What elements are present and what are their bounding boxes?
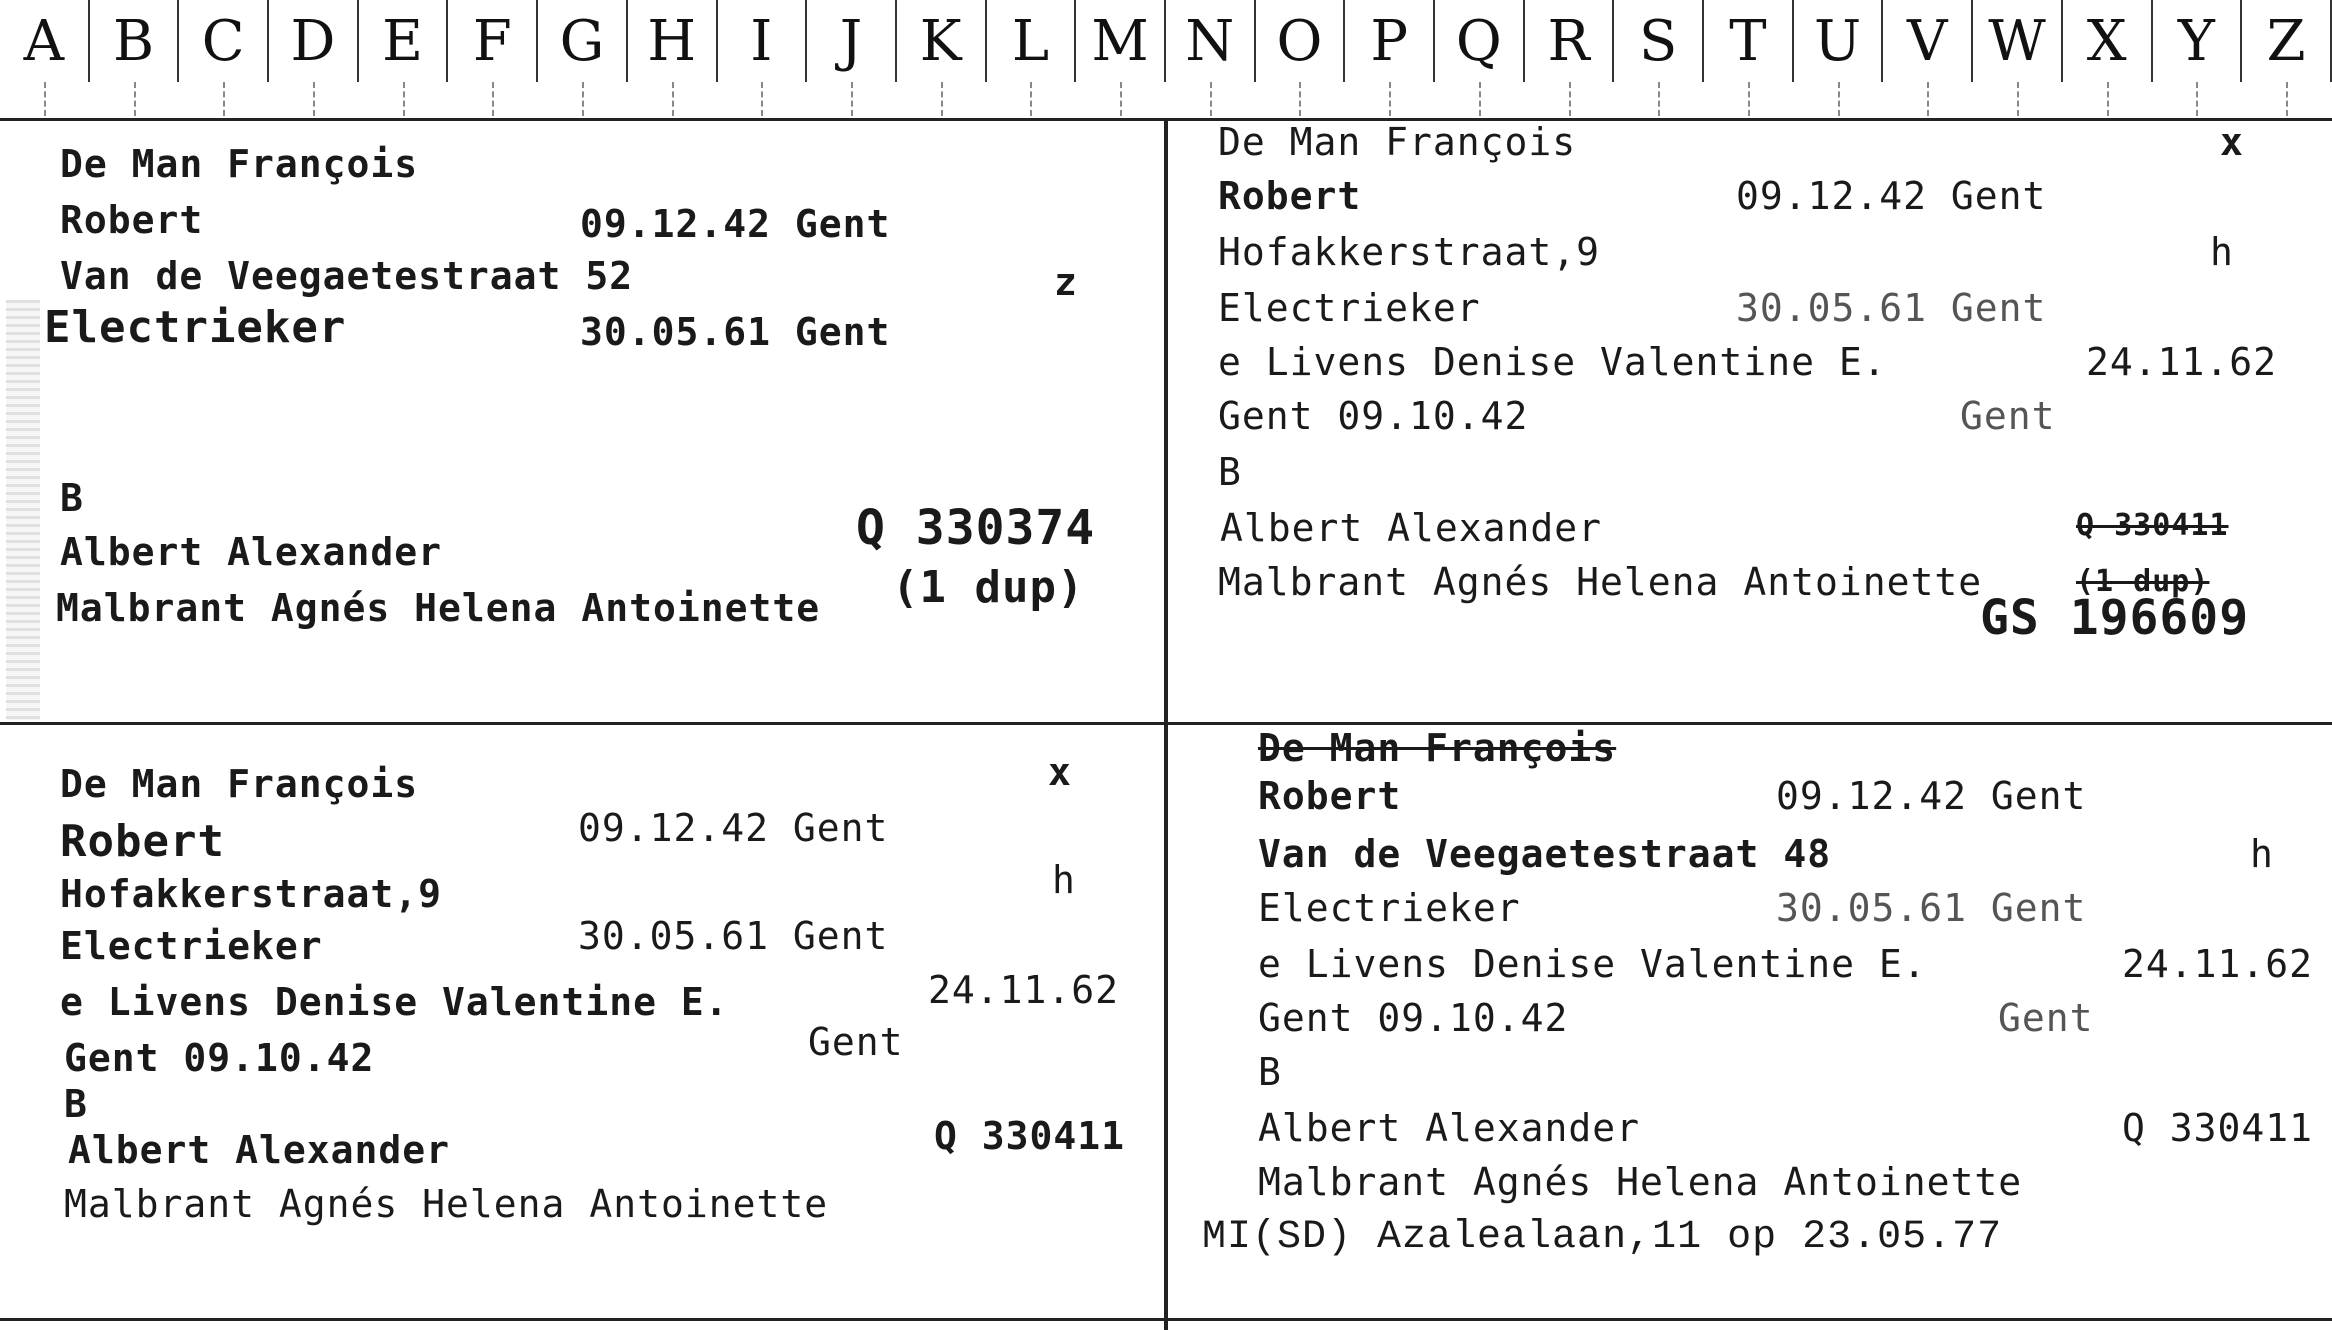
card-occupation: Electrieker	[60, 924, 323, 968]
index-letter-d: D	[269, 0, 359, 82]
index-letter-t: T	[1704, 0, 1794, 82]
index-letter-g: G	[538, 0, 628, 82]
card-mother: Malbrant Agnés Helena Antoinette	[64, 1182, 829, 1226]
card-marriage-place: Gent	[1998, 996, 2094, 1040]
card-mark: z	[1054, 260, 1078, 304]
index-letter-f: F	[448, 0, 538, 82]
card-bottom-left	[0, 726, 1164, 1316]
card-nationality: B	[60, 476, 84, 520]
card-street: Van de Veegaetestraat 48	[1258, 832, 1832, 876]
index-letter-x: X	[2063, 0, 2153, 82]
card-ref-number: Q 330411	[2122, 1106, 2314, 1150]
card-nationality: B	[1218, 450, 1242, 494]
card-spouse: e Livens Denise Valentine E.	[60, 980, 729, 1024]
card-father: Albert Alexander	[60, 530, 443, 574]
card-struck-note: (1 dup)	[2076, 564, 2210, 599]
card-spouse: e Livens Denise Valentine E.	[1258, 942, 1927, 986]
card-mark: h	[1052, 858, 1076, 902]
card-ref-number: Q 330411	[934, 1114, 1126, 1158]
card-given-name: Robert	[60, 198, 204, 242]
card-spouse-birth: Gent 09.10.42	[1218, 394, 1529, 438]
index-letter-v: V	[1883, 0, 1973, 82]
index-letter-w: W	[1973, 0, 2063, 82]
card-given-name: Robert	[60, 816, 225, 867]
card-street: Hofakkerstraat,9	[60, 872, 443, 916]
card-nationality: B	[1258, 1050, 1282, 1094]
index-letter-l: L	[987, 0, 1077, 82]
card-occupation: Electrieker	[44, 302, 347, 353]
alphabet-index-strip	[0, 0, 2332, 121]
card-marriage-date: 24.11.62	[2086, 340, 2278, 384]
card-spouse: e Livens Denise Valentine E.	[1218, 340, 1887, 384]
card-struck-ref: Q 330411	[2076, 508, 2229, 543]
card-marriage-date: 24.11.62	[928, 968, 1120, 1012]
card-mark-top: x	[2220, 120, 2244, 164]
index-letter-j: J	[807, 0, 897, 82]
index-letter-i: I	[718, 0, 808, 82]
card-spouse-birth: Gent 09.10.42	[64, 1036, 375, 1080]
bottom-divider	[0, 1318, 2332, 1321]
index-letter-s: S	[1614, 0, 1704, 82]
card-marriage-place: Gent	[808, 1020, 904, 1064]
card-street: Hofakkerstraat,9	[1218, 230, 1601, 274]
index-letter-y: Y	[2153, 0, 2243, 82]
index-letter-n: N	[1166, 0, 1256, 82]
card-birth: 09.12.42 Gent	[1736, 174, 2047, 218]
card-name: De Man François	[1258, 726, 1617, 770]
card-street: Van de Veegaetestraat 52	[60, 254, 634, 298]
card-ref-number: GS 196609	[1980, 590, 2250, 646]
index-letter-e: E	[359, 0, 449, 82]
card-birth: 09.12.42 Gent	[580, 202, 891, 246]
index-letter-q: Q	[1435, 0, 1525, 82]
horizontal-divider	[0, 722, 2332, 725]
card-ref-number: Q 330374	[856, 500, 1096, 556]
card-mark: h	[2210, 230, 2234, 274]
card-top-right	[1168, 120, 2332, 720]
card-name: De Man François	[60, 142, 419, 186]
card-marriage-date: 24.11.62	[2122, 942, 2314, 986]
card-occupation: Electrieker	[1218, 286, 1481, 330]
card-ref-note: (1 dup)	[892, 562, 1085, 613]
index-letter-b: B	[90, 0, 180, 82]
index-letter-o: O	[1256, 0, 1346, 82]
index-letter-h: H	[628, 0, 718, 82]
index-letter-z: Z	[2242, 0, 2332, 82]
card-father: Albert Alexander	[1220, 506, 1603, 550]
card-top-left	[0, 120, 1164, 720]
card-birth: 09.12.42 Gent	[578, 806, 889, 850]
card-given-name: Robert	[1258, 774, 1402, 818]
card-registration: 30.05.61 Gent	[580, 310, 891, 354]
card-registration: 30.05.61 Gent	[578, 914, 889, 958]
card-nationality: B	[64, 1082, 88, 1126]
card-name: De Man François	[60, 762, 419, 806]
card-bottom-right	[1168, 726, 2332, 1316]
card-mother: Malbrant Agnés Helena Antoinette	[1258, 1160, 2023, 1204]
index-letter-m: M	[1076, 0, 1166, 82]
card-birth: 09.12.42 Gent	[1776, 774, 2087, 818]
card-name: De Man François	[1218, 120, 1577, 164]
card-registration: 30.05.61 Gent	[1736, 286, 2047, 330]
index-letter-c: C	[179, 0, 269, 82]
card-father: Albert Alexander	[1258, 1106, 1641, 1150]
card-mother: Malbrant Agnés Helena Antoinette	[1218, 560, 1983, 604]
card-occupation: Electrieker	[1258, 886, 1521, 930]
card-spouse-birth: Gent 09.10.42	[1258, 996, 1569, 1040]
card-given-name: Robert	[1218, 174, 1362, 218]
index-letter-r: R	[1525, 0, 1615, 82]
card-marriage-place: Gent	[1960, 394, 2056, 438]
card-mother: Malbrant Agnés Helena Antoinette	[56, 586, 821, 630]
card-mark-top: x	[1048, 750, 1072, 794]
card-registration: 30.05.61 Gent	[1776, 886, 2087, 930]
card-mark: h	[2250, 832, 2274, 876]
index-letter-p: P	[1345, 0, 1435, 82]
card-note: MI(SD) Azalealaan,11 op 23.05.77	[1202, 1215, 2003, 1260]
index-letter-u: U	[1794, 0, 1884, 82]
index-letter-a: A	[0, 0, 90, 82]
index-letter-k: K	[897, 0, 987, 82]
card-father: Albert Alexander	[68, 1128, 451, 1172]
